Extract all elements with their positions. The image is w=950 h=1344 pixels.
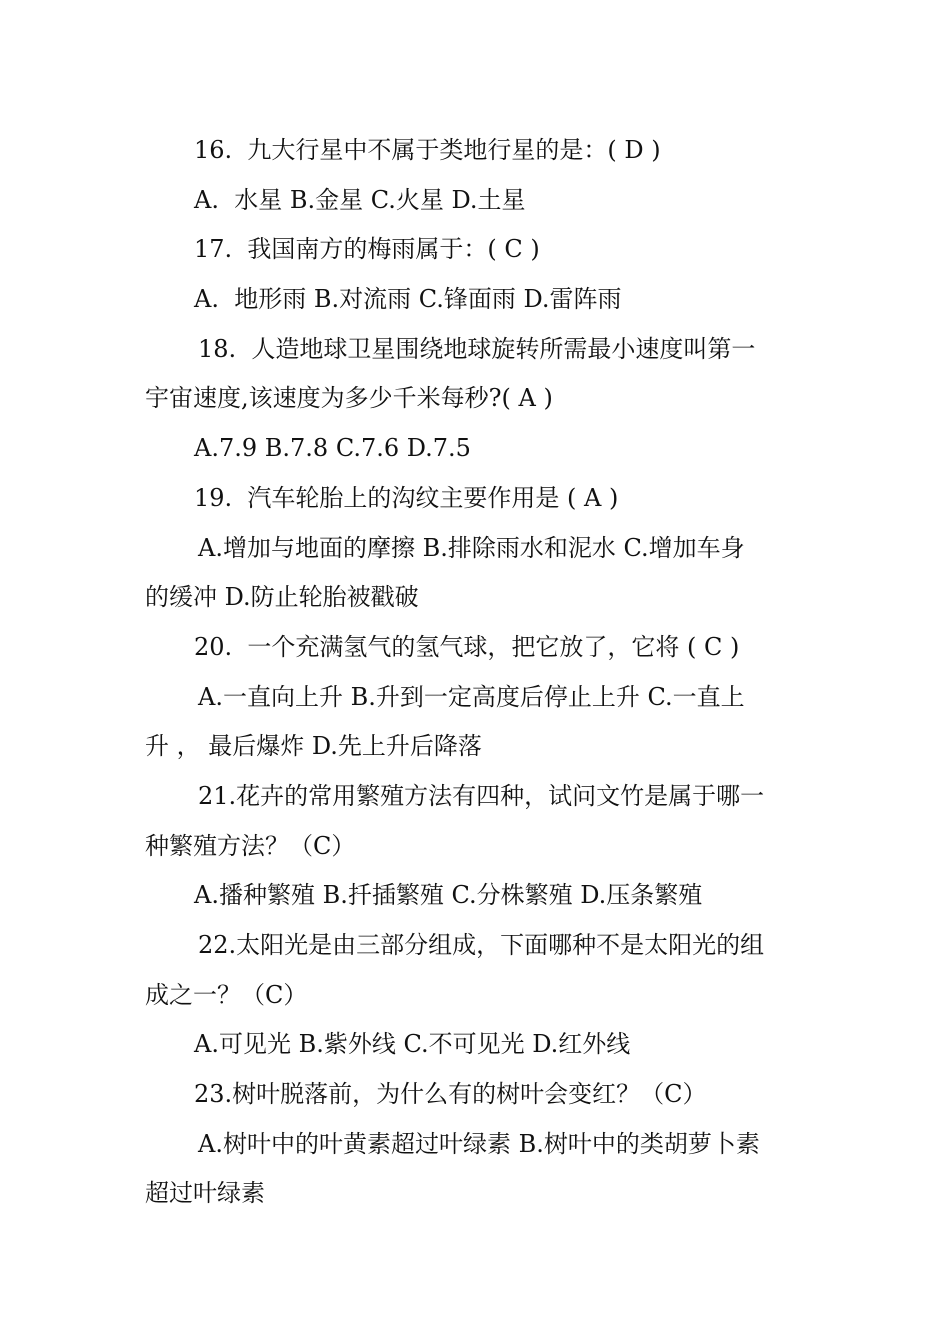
question-19: 19. 汽车轮胎上的沟纹主要作用是 ( A ) [194,484,619,512]
question-23-options: A.树叶中的叶黄素超过叶绿素 B.树叶中的类胡萝卜素 [198,1130,760,1158]
question-19-options: A.增加与地面的摩擦 B.排除雨水和泥水 C.增加车身 [198,534,745,562]
question-17: 17. 我国南方的梅雨属于：( C ) [194,235,540,263]
question-20-options-cont: 升 ， 最后爆炸 D.先上升后降落 [145,732,482,760]
question-16-options: A. 水星 B.金星 C.火星 D.土星 [194,186,526,214]
question-22: 22.太阳光是由三部分组成，下面哪种不是太阳光的组 [198,931,765,959]
question-22-cont: 成之一？（C） [145,981,308,1009]
question-20: 20. 一个充满氢气的氢气球，把它放了，它将 ( C ) [194,633,740,661]
question-16: 16. 九大行星中不属于类地行星的是：( D ) [194,136,661,164]
question-20-options: A.一直向上升 B.升到一定高度后停止上升 C.一直上 [198,683,745,711]
question-18: 18. 人造地球卫星围绕地球旋转所需最小速度叫第一 [198,335,756,363]
question-21: 21.花卉的常用繁殖方法有四种，试问文竹是属于哪一 [198,782,765,810]
question-21-options: A.播种繁殖 B.扦插繁殖 C.分株繁殖 D.压条繁殖 [194,881,703,909]
question-18-cont: 宇宙速度,该速度为多少千米每秒?( A ) [145,384,553,412]
question-23-options-cont: 超过叶绿素 [145,1179,265,1207]
question-18-options: A.7.9 B.7.8 C.7.6 D.7.5 [194,434,471,462]
question-23: 23.树叶脱落前，为什么有的树叶会变红？（C） [194,1080,707,1108]
question-21-cont: 种繁殖方法？（C） [145,832,356,860]
question-17-options: A. 地形雨 B.对流雨 C.锋面雨 D.雷阵雨 [194,285,622,313]
question-22-options: A.可见光 B.紫外线 C.不可见光 D.红外线 [194,1030,631,1058]
question-19-options-cont: 的缓冲 D.防止轮胎被戳破 [145,583,419,611]
